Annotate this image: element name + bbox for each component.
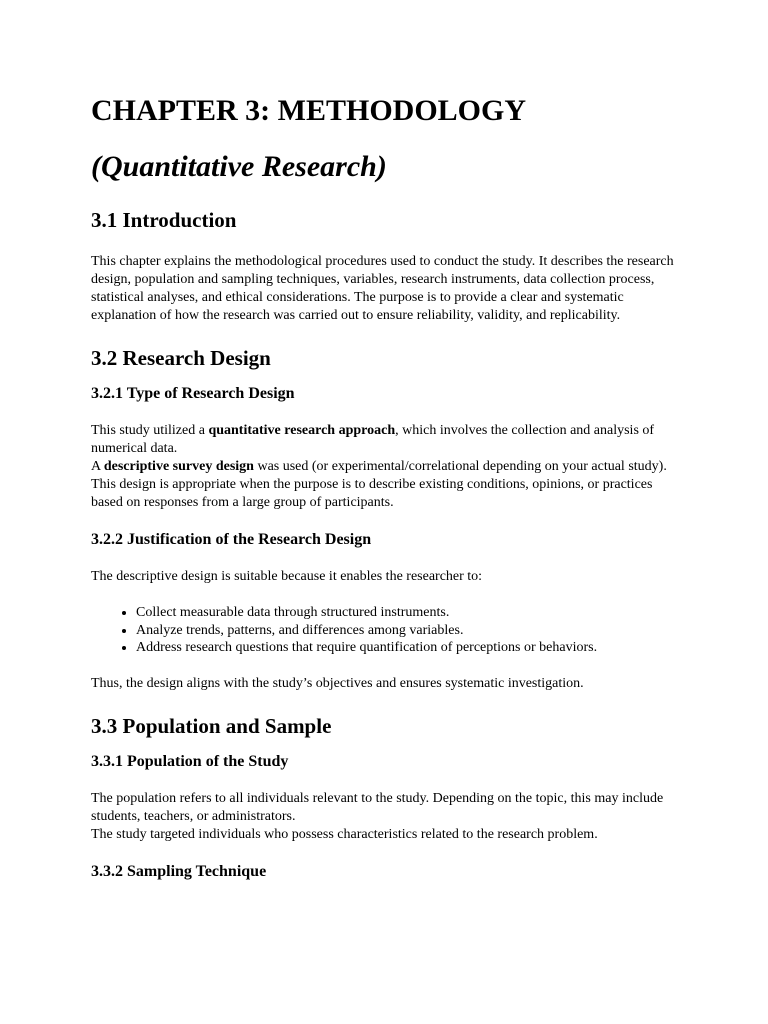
section-heading-introduction: 3.1 Introduction [91,208,237,232]
design-type-line-3: This design is appropriate when the purpose is to describe existing conditions, opinions, or practices based on responses from a large group of participants. [91,477,653,510]
design-type-line-2 [91,458,681,476]
document-content [91,93,681,882]
section-heading-population-and-sample: 3.3 Population and Sample [91,713,332,738]
chapter-subtitle: (Quantitative Research) [91,150,387,183]
subsection-heading-population-of-study: 3.3.1 Population of the Study [91,752,289,770]
design-type-line-1-post: , which involves the collection and analysis of numerical data. [91,423,655,456]
justification-list [91,604,681,657]
subsection-heading-justification: 3.2.2 Justification of the Research Design [91,531,372,548]
section-heading-research-design: 3.2 Research Design [91,346,271,370]
subsection-heading-sampling-technique: 3.3.2 Sampling Technique [91,862,267,880]
list-item: • Collect measurable data through structured instruments. [136,604,681,622]
design-type-line-1 [91,422,681,458]
design-type-line-1-pre: This study utilized a [91,423,209,438]
design-type-line-2-emphasis: descriptive survey design [103,459,254,474]
population-line-2: The study targeted individuals who possess characteristics related to the research problem. [91,826,598,842]
introduction-paragraph: This chapter explains the methodological procedures used to conduct the study. It describes the research design, population and sampling techniques, variables, research instruments, data collection process, statistical analyses, and ethical considerations. The purpose is to provide a clear and systematic explanation of how the research was carried out to ensure reliability, validity, and replicability. [91,254,674,323]
list-item: • Address research questions that require quantification of perceptions or behaviors. [136,639,681,657]
design-type-line-2-post: was used (or experimental/correlational depending on your actual study). [253,459,667,474]
chapter-title: CHAPTER 3: METHODOLOGY [91,94,527,127]
population-line-1: The population refers to all individuals relevant to the study. Depending on the topic, this may include students, teachers, or administrators. [91,790,664,824]
design-type-line-1-emphasis: quantitative research approach [208,423,396,438]
justification-intro: The descriptive design is suitable because it enables the researcher to: [91,569,483,584]
justification-conclusion: Thus, the design aligns with the study’s objectives and ensures systematic investigation. [91,675,584,691]
subsection-heading-type-of-design: 3.2.1 Type of Research Design [91,385,295,402]
design-type-line-2-pre: A [91,459,104,474]
list-item: • Analyze trends, patterns, and differences among variables. [136,622,681,640]
